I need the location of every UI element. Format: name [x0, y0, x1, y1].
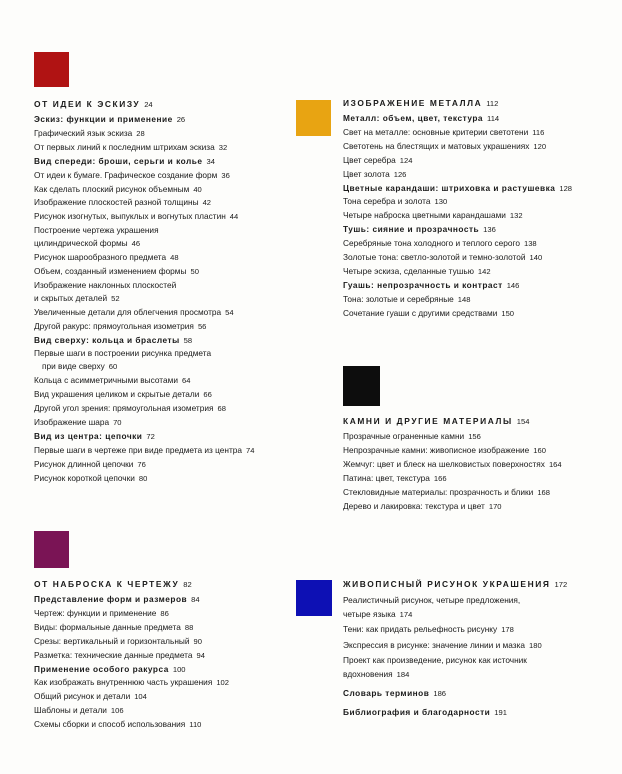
toc-entry-text: Экспрессия в рисунке: значение линии и мазка — [343, 639, 525, 650]
toc-entry-page: 70 — [113, 417, 122, 427]
toc-entry — [34, 292, 254, 306]
toc-entry — [343, 458, 562, 472]
toc-entry-text: Четыре эскиза, сделанные тушью — [343, 265, 474, 276]
toc-entry-text: Вид украшения целиком и скрытые детали — [34, 389, 200, 400]
toc-entry — [343, 293, 572, 307]
toc-entry — [343, 140, 572, 154]
toc-entry-list — [343, 112, 572, 321]
toc-entry — [34, 388, 254, 402]
toc-entry-page: 120 — [533, 141, 547, 151]
toc-entry-text: Другой угол зрения: прямоугольная изометрия — [34, 403, 214, 414]
section-title-text: ОТ ИДЕИ К ЭСКИЗУ — [34, 99, 141, 109]
toc-entry — [34, 635, 229, 649]
toc-entry — [34, 718, 229, 732]
toc-entry-text: Сочетание гуаши с другими средствами — [343, 307, 498, 318]
toc-entry-text: вдохновения — [343, 669, 393, 680]
toc-entry-list — [34, 113, 254, 485]
toc-entry-text: Схемы сборки и способ использования — [34, 719, 186, 730]
toc-entry — [343, 593, 567, 607]
toc-entry-text: Стекловидные материалы: прозрачность и блики — [343, 486, 534, 497]
toc-entry-text: Золотые тона: светло-золотой и темно-золотой — [343, 252, 526, 263]
toc-entry-text: Словарь терминов — [343, 688, 430, 699]
toc-entry-text: Первые шаги в чертеже при виде предмета из центра — [34, 444, 243, 455]
toc-entry-page: 32 — [218, 142, 228, 152]
toc-entry — [34, 127, 254, 141]
toc-entry — [343, 265, 572, 279]
toc-entry-page: 110 — [189, 720, 202, 730]
toc-entry — [34, 444, 254, 458]
section-from-idea-to-sketch — [34, 98, 254, 485]
toc-entry — [34, 347, 254, 360]
toc-entry-page: 44 — [229, 212, 239, 222]
toc-entry-page: 128 — [559, 183, 573, 193]
toc-entry-page: 26 — [176, 115, 186, 124]
toc-subsection — [343, 223, 572, 237]
toc-entry-text: Цвет серебра — [343, 154, 396, 165]
toc-entry-page: 160 — [533, 445, 546, 455]
toc-entry-text: Вид из центра: цепочки — [34, 430, 143, 441]
toc-entry-text: Как изображать внутреннюю часть украшения — [34, 677, 213, 688]
section-title-text: ИЗОБРАЖЕНИЕ МЕТАЛЛА — [343, 98, 483, 108]
toc-entry — [343, 622, 567, 637]
toc-entry-text: Тени: как придать рельефность рисунку — [343, 624, 498, 635]
toc-entry-text: Гуашь: непрозрачность и контраст — [343, 279, 503, 290]
toc-entry-page: 114 — [487, 114, 500, 123]
section-page-number: 154 — [516, 417, 530, 426]
toc-subsection — [34, 430, 254, 444]
toc-entry-text: Рисунок шарообразного предмета — [34, 252, 167, 263]
toc-entry-page: 80 — [138, 473, 148, 483]
toc-entry-text: Библиография и благодарности — [343, 707, 491, 718]
section-title — [343, 578, 567, 591]
toc-entry — [34, 621, 229, 635]
toc-entry-page: 100 — [172, 664, 186, 674]
toc-entry-page: 124 — [399, 155, 413, 165]
toc-entry — [343, 653, 567, 667]
toc-entry-page: 174 — [399, 610, 413, 620]
toc-entry — [34, 224, 254, 237]
toc-entry — [34, 416, 254, 430]
toc-entry-text: Эскиз: функции и применение — [34, 114, 173, 124]
toc-entry — [34, 472, 254, 486]
toc-entry — [34, 196, 254, 210]
section-page-number: 172 — [554, 580, 568, 589]
toc-entry-page: 166 — [433, 473, 447, 483]
section-color-swatch-4 — [34, 531, 69, 568]
toc-entry-text: Графический язык эскиза — [34, 127, 133, 138]
toc-entry — [343, 638, 567, 653]
section-color-swatch-2 — [296, 100, 331, 136]
toc-entry-page: 178 — [501, 625, 514, 635]
toc-entry — [343, 209, 572, 223]
toc-entry-text: Светотень на блестящих и матовых украшениях — [343, 140, 530, 151]
toc-entry-text: Вид сверху: кольца и браслеты — [34, 334, 180, 345]
toc-entry — [343, 667, 567, 682]
toc-entry-page: 54 — [225, 307, 234, 317]
toc-entry-page: 94 — [196, 650, 205, 660]
toc-entry-page: 66 — [203, 390, 212, 400]
toc-entry-text: Разметка: технические данные предмета — [34, 649, 193, 660]
toc-entry — [34, 374, 254, 388]
toc-entry — [343, 168, 572, 182]
toc-entry-text: Реалистичный рисунок, четыре предложения, — [343, 595, 521, 605]
section-page-number: 82 — [183, 580, 192, 589]
toc-entry-page: 104 — [134, 692, 147, 702]
toc-entry-page: 84 — [191, 595, 200, 604]
toc-entry — [34, 704, 229, 718]
toc-entry-page: 146 — [506, 280, 520, 290]
toc-entry-text: Вид спереди: броши, серьги и колье — [34, 155, 203, 166]
toc-entry-text: Изображение наклонных плоскостей — [34, 279, 177, 290]
toc-entry-text: Первые шаги в построении рисунка предмета — [34, 348, 212, 359]
toc-entry-page: 48 — [170, 253, 179, 263]
toc-entry-page: 106 — [110, 706, 124, 716]
toc-entry — [343, 237, 572, 251]
toc-subsection — [34, 334, 254, 348]
toc-entry-text: Цветные карандаши: штриховка и растушевка — [343, 182, 556, 193]
toc-entry — [343, 195, 572, 209]
toc-entry — [343, 430, 562, 444]
toc-entry-page: 36 — [221, 170, 230, 180]
toc-entry-text: Прозрачные ограненные камни — [343, 431, 465, 441]
toc-entry-page: 140 — [529, 253, 543, 263]
toc-entry — [343, 444, 562, 458]
toc-entry-text: Общий рисунок и детали — [34, 691, 131, 702]
toc-entry-page: 170 — [488, 501, 502, 511]
toc-entry-page: 68 — [217, 404, 226, 414]
toc-entry-text: Дерево и лакировка: текстура и цвет — [343, 500, 485, 511]
toc-entry-page: 180 — [529, 640, 542, 650]
toc-entry-page: 142 — [477, 266, 491, 276]
toc-entry-page: 191 — [494, 708, 507, 718]
toc-entry-page: 60 — [108, 362, 118, 372]
toc-entry-list — [34, 593, 229, 732]
section-sketch-to-drawing — [34, 578, 229, 732]
toc-entry-text: Рисунок длинной цепочки — [34, 458, 134, 469]
toc-entry-text: Шаблоны и детали — [34, 705, 107, 716]
toc-entry-text: От идеи к бумаге. Графическое создание форм — [34, 169, 218, 180]
toc-entry-list — [343, 593, 567, 721]
section-title — [34, 98, 254, 111]
toc-entry — [34, 251, 254, 265]
toc-entry — [34, 458, 254, 472]
toc-entry-text: Патина: цвет, текстура — [343, 472, 430, 483]
toc-entry-page: 76 — [137, 459, 146, 469]
section-title — [343, 415, 562, 428]
toc-subsection — [34, 155, 254, 169]
toc-entry-page: 72 — [146, 431, 155, 441]
toc-entry-page: 164 — [548, 459, 562, 469]
toc-entry-text: Цвет золота — [343, 168, 390, 179]
toc-entry-page: 90 — [193, 636, 202, 646]
toc-entry — [343, 126, 572, 140]
toc-entry-text: Объем, созданный изменением формы — [34, 265, 187, 276]
toc-entry — [34, 141, 254, 155]
toc-entry — [343, 500, 562, 514]
toc-entry-text: Изображение шара — [34, 416, 110, 427]
section-title-text: КАМНИ И ДРУГИЕ МАТЕРИАЛЫ — [343, 416, 513, 426]
section-stones-and-materials — [343, 415, 562, 513]
toc-entry-page: 116 — [532, 127, 545, 137]
toc-entry-text: четыре языка — [343, 609, 396, 620]
toc-subsection — [343, 112, 572, 126]
toc-entry-page: 138 — [523, 239, 537, 249]
toc-entry-text: Применение особого ракурса — [34, 663, 169, 674]
toc-entry-text: Рисунок изогнутых, выпуклых и вогнутых пластин — [34, 211, 226, 222]
section-color-swatch-1 — [34, 52, 69, 87]
section-color-swatch-5 — [296, 580, 332, 616]
toc-entry-page: 56 — [197, 321, 207, 331]
toc-entry-text: при виде сверху — [42, 361, 105, 372]
section-pictorial-drawing — [343, 578, 567, 721]
section-title-text: ОТ НАБРОСКА К ЧЕРТЕЖУ — [34, 579, 180, 589]
toc-entry-text: Четыре наброска цветными карандашами — [343, 210, 506, 221]
toc-entry — [34, 169, 254, 183]
toc-entry-page: 52 — [111, 293, 120, 303]
toc-entry-text: Металл: объем, цвет, текстура — [343, 113, 484, 123]
toc-entry-text: Построение чертежа украшения — [34, 225, 159, 236]
toc-subsection — [343, 705, 567, 720]
toc-entry-text: Чертеж: функции и применение — [34, 607, 157, 618]
toc-subsection — [343, 279, 572, 293]
section-page-number: 112 — [486, 99, 499, 108]
toc-entry — [343, 486, 562, 500]
toc-entry — [343, 307, 572, 321]
toc-entry — [34, 649, 229, 663]
toc-entry-page: 168 — [537, 487, 550, 497]
toc-entry-text: Срезы: вертикальный и горизонтальный — [34, 635, 190, 646]
section-title — [34, 578, 229, 591]
toc-entry — [34, 210, 254, 224]
toc-entry-page: 132 — [509, 211, 523, 221]
toc-entry-text: Тона серебра и золота — [343, 196, 431, 207]
toc-entry-text: цилиндрической формы — [34, 238, 128, 249]
toc-entry — [343, 472, 562, 486]
toc-entry-text: Проект как произведение, рисунок как источник — [343, 654, 527, 665]
toc-entry-page: 130 — [434, 197, 448, 207]
toc-entry-page: 28 — [136, 128, 145, 138]
toc-entry-text: Кольца с асимметричными высотами — [34, 375, 178, 386]
toc-entry-page: 74 — [246, 445, 255, 455]
toc-entry-text: и скрытых деталей — [34, 292, 108, 303]
toc-entry — [34, 306, 254, 320]
toc-entry-text: Тона: золотые и серебряные — [343, 293, 454, 304]
toc-entry — [34, 360, 254, 374]
toc-entry — [34, 265, 254, 279]
toc-entry-text: Виды: формальные данные предмета — [34, 621, 181, 632]
toc-entry-page: 148 — [457, 294, 471, 304]
toc-entry-page: 156 — [468, 432, 481, 441]
toc-entry — [343, 607, 567, 622]
toc-entry — [34, 690, 229, 704]
toc-entry-page: 46 — [131, 239, 141, 249]
section-title-text: ЖИВОПИСНЫЙ РИСУНОК УКРАШЕНИЯ — [343, 579, 551, 589]
toc-entry — [34, 607, 229, 621]
toc-entry — [34, 320, 254, 334]
toc-entry-text: Представление форм и размеров — [34, 594, 188, 604]
section-color-swatch-3 — [343, 366, 380, 406]
toc-subsection — [34, 663, 229, 677]
toc-entry — [343, 251, 572, 265]
toc-entry-page: 150 — [501, 308, 515, 318]
toc-entry-text: Другой ракурс: прямоугольная изометрия — [34, 320, 194, 331]
toc-entry-page: 186 — [433, 689, 447, 699]
toc-subsection — [343, 686, 567, 701]
toc-entry-page: 102 — [216, 678, 229, 688]
toc-subsection — [34, 593, 229, 607]
toc-entry-page: 64 — [181, 376, 191, 386]
toc-entry-page: 58 — [183, 335, 193, 345]
toc-entry-text: Изображение плоскостей разной толщины — [34, 197, 199, 208]
toc-subsection — [343, 182, 572, 196]
toc-entry — [34, 676, 229, 690]
section-page-number: 24 — [144, 100, 153, 109]
toc-entry-text: Жемчуг: цвет и блеск на шелковистых поверхностях — [343, 458, 545, 469]
toc-entry-page: 126 — [393, 169, 407, 179]
toc-entry-text: Свет на металле: основные критерии светотени — [343, 126, 529, 137]
toc-entry-text: Как сделать плоский рисунок объемным — [34, 183, 190, 194]
toc-entry-page: 136 — [483, 225, 496, 235]
toc-entry-page: 86 — [160, 608, 169, 618]
toc-entry — [343, 154, 572, 168]
toc-entry-text: Рисунок короткой цепочки — [34, 472, 135, 483]
toc-entry — [34, 402, 254, 416]
toc-entry-page: 34 — [206, 156, 215, 166]
toc-entry-page: 88 — [184, 622, 194, 632]
toc-entry-text: От первых линий к последним штрихам эскиза — [34, 141, 215, 152]
toc-entry-page: 184 — [396, 670, 410, 680]
toc-entry — [34, 279, 254, 292]
toc-entry-page: 42 — [202, 198, 212, 208]
toc-entry-text: Тушь: сияние и прозрачность — [343, 224, 480, 235]
section-metal-depiction — [343, 97, 572, 321]
toc-entry — [34, 237, 254, 251]
section-title — [343, 97, 572, 110]
toc-entry-page: 40 — [193, 184, 202, 194]
toc-entry-text: Серебряные тона холодного и теплого серого — [343, 238, 520, 249]
toc-entry-page: 50 — [190, 266, 199, 276]
toc-entry-text: Непрозрачные камни: живописное изображение — [343, 444, 530, 455]
toc-subsection — [34, 113, 254, 127]
toc-entry-list — [343, 430, 562, 513]
toc-entry — [34, 183, 254, 197]
toc-entry-text: Увеличенные детали для облегчения просмотра — [34, 306, 222, 317]
